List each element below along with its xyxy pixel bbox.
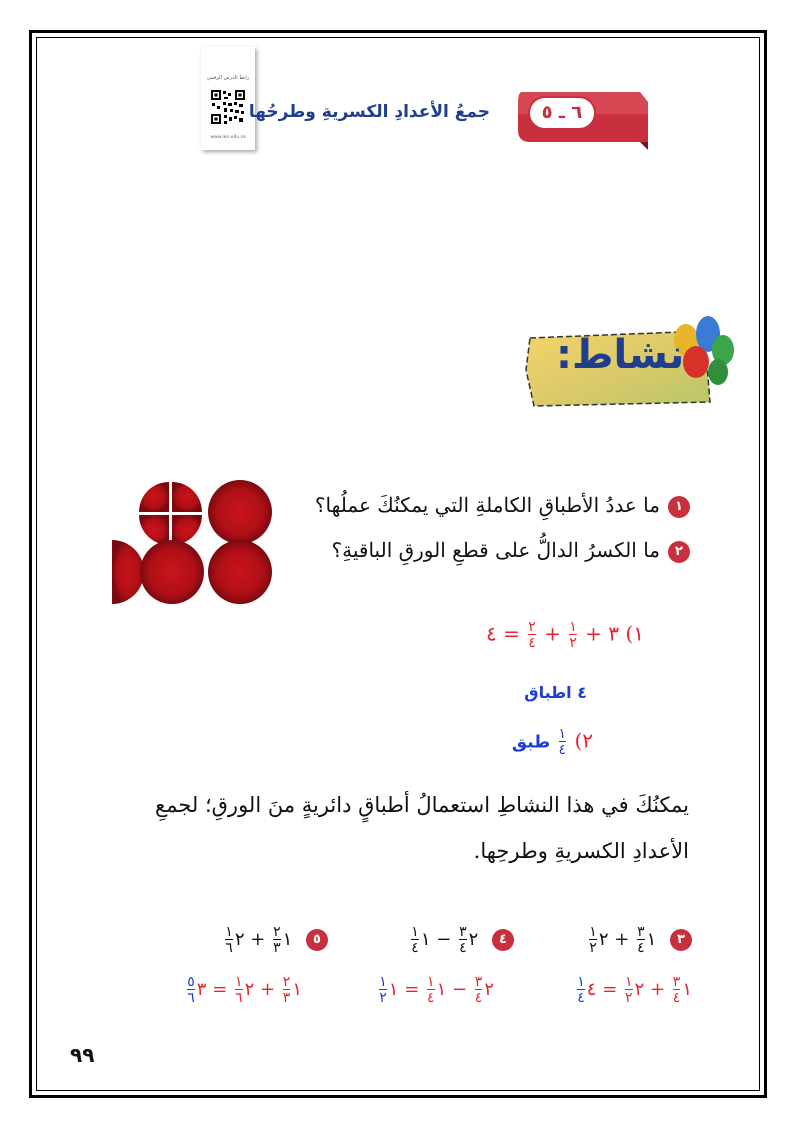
exercise-number: ٥ bbox=[306, 929, 328, 951]
exercise-3-answer: ١ $\frac{٣}{٤}$ + ٢ $\frac{١}{٢}$ = ٤ $\frac{١}{٤}$ bbox=[577, 974, 692, 1006]
question-text: ما الكسرُ الدالُّ على قطعِ الورقِ الباقيةِ؟ bbox=[331, 538, 660, 562]
lesson-title: جمعُ الأعدادِ الكسريةِ وطرحُها bbox=[248, 102, 490, 122]
fraction: $\frac{١}{٤}$ bbox=[577, 974, 585, 1006]
plate-full bbox=[208, 540, 272, 604]
fraction: $\frac{١}{٤}$ bbox=[558, 726, 567, 758]
plate-quarter-b bbox=[139, 482, 169, 512]
answer-1: ١) ٣ + $\frac{١}{٢}$ + $\frac{٢}{٤}$ = ٤ bbox=[486, 619, 644, 651]
lesson-number: ٦ ـ ٥ bbox=[528, 96, 596, 130]
fraction: $\frac{١}{٦}$ bbox=[235, 974, 243, 1006]
answer-label: ١) bbox=[625, 621, 644, 646]
fraction: $\frac{٣}{٤}$ bbox=[637, 924, 645, 956]
fraction: $\frac{٢}{٣}$ bbox=[273, 924, 281, 956]
activity-banner bbox=[520, 310, 735, 410]
exercise-number: ٣ bbox=[670, 929, 692, 951]
plate-quarter-c bbox=[139, 515, 169, 545]
fraction: $\frac{١}{٢}$ bbox=[625, 974, 633, 1006]
answer-whole: ٣ bbox=[608, 621, 620, 646]
fraction: $\frac{١}{٦}$ bbox=[225, 924, 233, 956]
exercise-4-answer: ٢ $\frac{٣}{٤}$ − ١ $\frac{١}{٤}$ = ١ $\frac{١}{٢}$ bbox=[379, 974, 494, 1006]
fraction: $\frac{٣}{٤}$ bbox=[672, 974, 681, 1006]
question-2 bbox=[332, 538, 690, 563]
fraction: $\frac{٢}{٤}$ bbox=[528, 619, 536, 651]
question-number: ١ bbox=[668, 496, 690, 518]
fraction: $\frac{٣}{٤}$ bbox=[474, 974, 483, 1006]
qr-code-card[interactable] bbox=[201, 47, 255, 150]
fraction: $\frac{١}{٢}$ bbox=[569, 619, 577, 651]
answer-result: ٤ bbox=[486, 621, 497, 646]
fraction: $\frac{٣}{٤}$ bbox=[459, 924, 467, 956]
qr-url: www.ien.edu.sa bbox=[210, 135, 246, 140]
exercise-5-answer: ١ $\frac{٢}{٣}$ + ٢ $\frac{١}{٦}$ = ٣ $\frac{٥}{٦}$ bbox=[187, 974, 302, 1006]
fraction: $\frac{٥}{٦}$ bbox=[187, 974, 195, 1006]
page-number: ٩٩ bbox=[70, 1043, 95, 1067]
activity-label: نشاط: bbox=[556, 332, 685, 378]
fraction: $\frac{١}{٢}$ bbox=[589, 924, 597, 956]
fraction: $\frac{١}{٢}$ bbox=[379, 974, 387, 1006]
fraction: $\frac{٢}{٣}$ bbox=[282, 974, 291, 1006]
exercise-3: ٣ ١ $\frac{٣}{٤}$ + ٢ $\frac{١}{٢}$ bbox=[587, 925, 692, 955]
plate-full bbox=[140, 540, 204, 604]
exercise-4: ٤ ٢ $\frac{٣}{٤}$ − ١ $\frac{١}{٤}$ bbox=[409, 925, 514, 955]
plate-quarter-a bbox=[172, 482, 202, 512]
plate-half bbox=[112, 540, 144, 604]
question-number: ٢ bbox=[668, 541, 690, 563]
answer-unit: طبق bbox=[511, 732, 551, 753]
info-paragraph: يمكنُكَ في هذا النشاطِ استعمالُ أطباقٍ دائريةٍ منَ الورقِ؛ لجمعِ الأعدادِ الكسريةِ وطرحِها. bbox=[155, 793, 689, 863]
qr-code-icon bbox=[210, 89, 246, 125]
answer-plates-count: ٤ اطباق bbox=[524, 683, 587, 702]
fraction: $\frac{١}{٤}$ bbox=[411, 924, 419, 956]
answer-2 bbox=[512, 727, 593, 757]
exercise-number: ٤ bbox=[492, 929, 514, 951]
paper-plates-illustration bbox=[100, 460, 280, 610]
answer-label: ٢) bbox=[574, 728, 593, 753]
plate-full bbox=[208, 480, 272, 544]
qr-caption: رابط الدرس الرقمي bbox=[206, 75, 250, 81]
question-text: ما عددُ الأطباقِ الكاملةِ التي يمكنُكَ عملُها؟ bbox=[314, 493, 660, 517]
exercise-5: ٥ ١ $\frac{٢}{٣}$ + ٢ $\frac{١}{٦}$ bbox=[223, 925, 328, 955]
lesson-header bbox=[248, 92, 650, 152]
fraction: $\frac{١}{٤}$ bbox=[427, 974, 435, 1006]
question-1 bbox=[315, 493, 690, 518]
